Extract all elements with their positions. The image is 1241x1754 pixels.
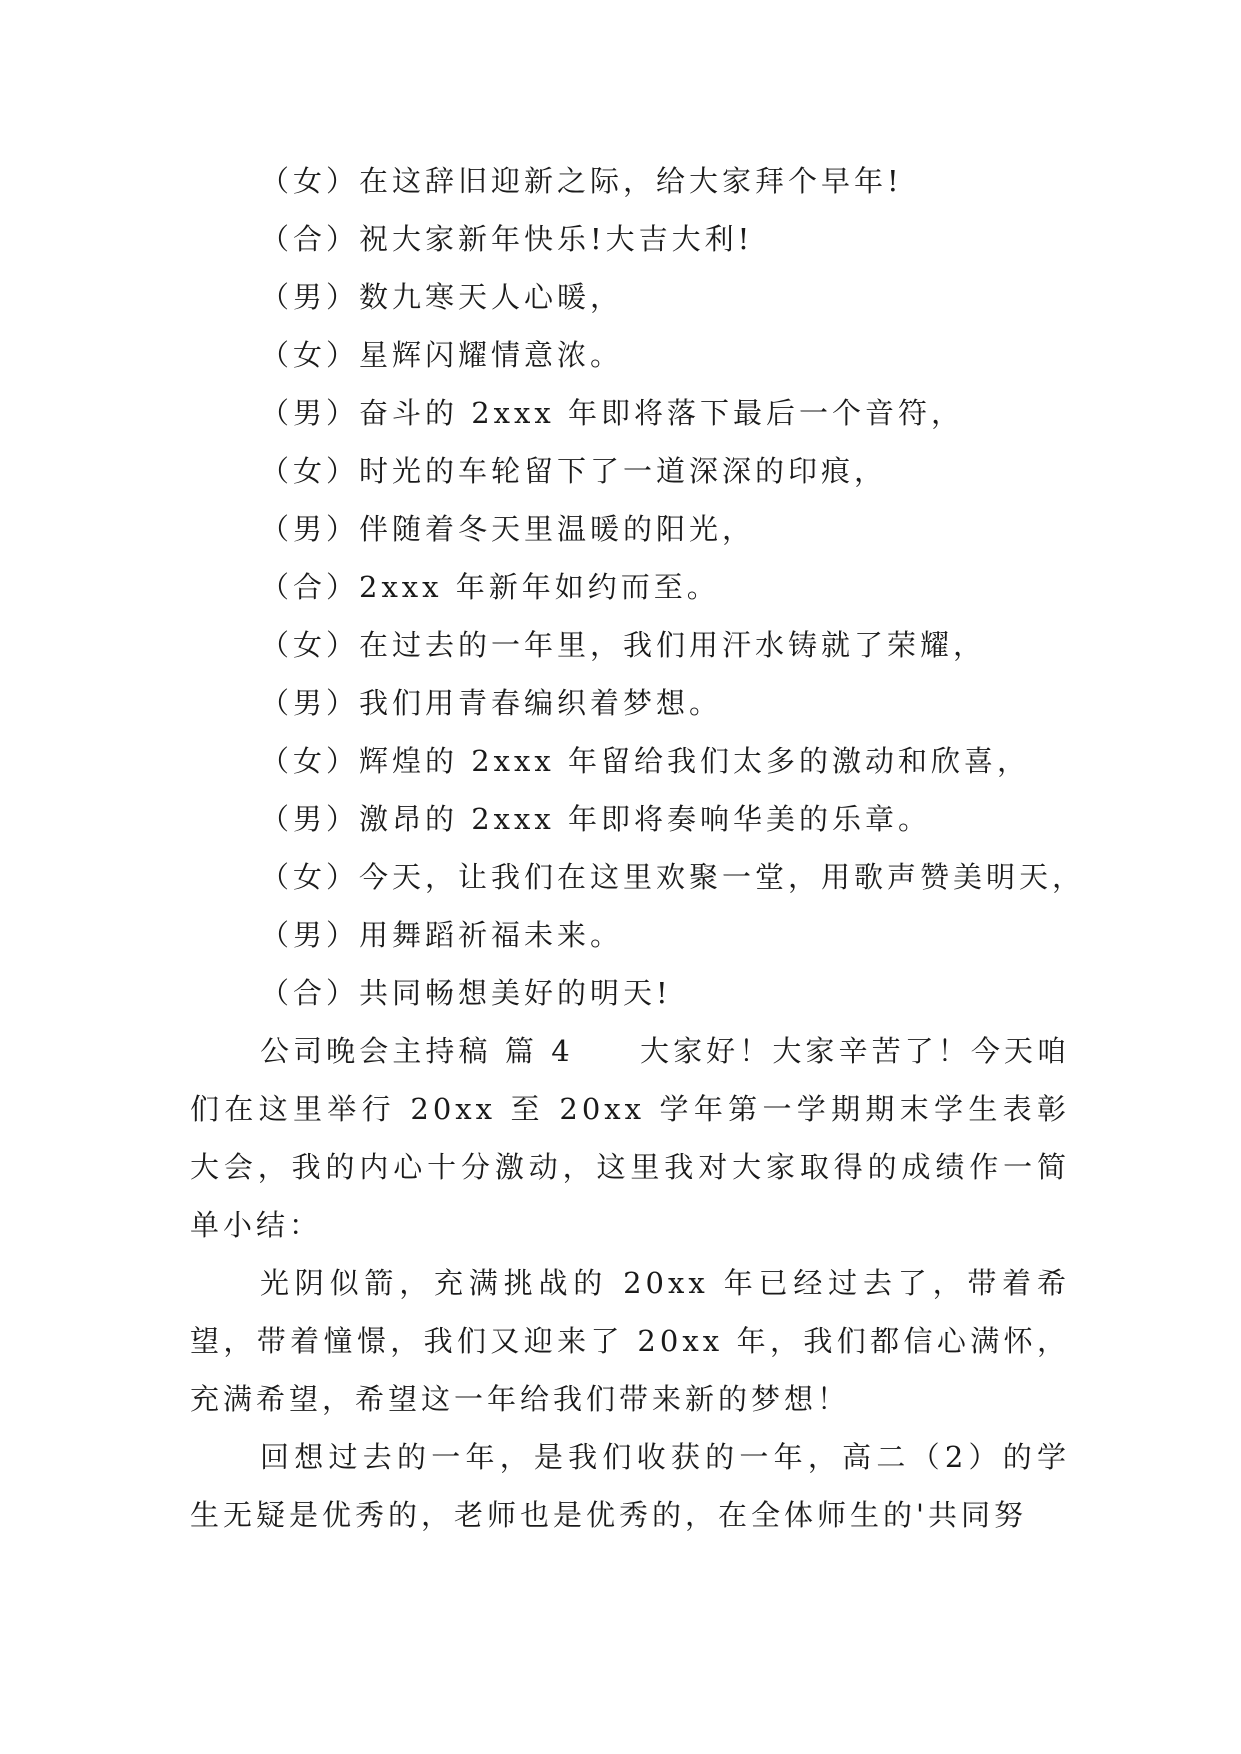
dialogue-line: （男）数九寒天人心暖， [260, 280, 624, 314]
section-paragraph: 公司晚会主持稿 篇 4 大家好！大家辛苦了！今天咱们在这里举行 20xx 至 20xx 学年第一学期期末学生表彰大会，我的内心十分激动，这里我对大家取得的成绩作一简单小结： [190, 1034, 1070, 1242]
dialogue-line: （女）在过去的一年里，我们用汗水铸就了荣耀， [260, 628, 987, 662]
dialogue-line: （男）伴随着冬天里温暖的阳光， [260, 512, 756, 546]
dialogue-line: （男）用舞蹈祈福未来。 [260, 918, 624, 952]
dialogue-line: （合）共同畅想美好的明天! [260, 976, 672, 1010]
dialogue-line: （男）激昂的 2xxx 年即将奏响华美的乐章。 [260, 802, 931, 836]
document-body [190, 152, 1086, 1544]
body-paragraph: 光阴似箭，充满挑战的 20xx 年已经过去了，带着希望，带着憧憬，我们又迎来了 20xx 年，我们都信心满怀，充满希望，希望这一年给我们带来新的梦想！ [190, 1266, 1070, 1416]
dialogue-line: （女）星辉闪耀情意浓。 [260, 338, 624, 372]
dialogue-line: （女）今天，让我们在这里欢聚一堂，用歌声赞美明天， [260, 860, 1086, 894]
dialogue-line: （合）祝大家新年快乐!大吉大利! [260, 222, 754, 256]
body-paragraph: 回想过去的一年，是我们收获的一年，高二（2）的学生无疑是优秀的，老师也是优秀的，在全体师生的'共同努 [190, 1440, 1070, 1532]
dialogue-line: （男）我们用青春编织着梦想。 [260, 686, 723, 720]
dialogue-line: （女）在这辞旧迎新之际，给大家拜个早年! [260, 164, 903, 198]
dialogue-line: （女）时光的车轮留下了一道深深的印痕， [260, 454, 888, 488]
dialogue-line: （男）奋斗的 2xxx 年即将落下最后一个音符， [260, 396, 964, 430]
dialogue-line: （合）2xxx 年新年如约而至。 [260, 570, 720, 604]
dialogue-line: （女）辉煌的 2xxx 年留给我们太多的激动和欣喜， [260, 744, 1030, 778]
